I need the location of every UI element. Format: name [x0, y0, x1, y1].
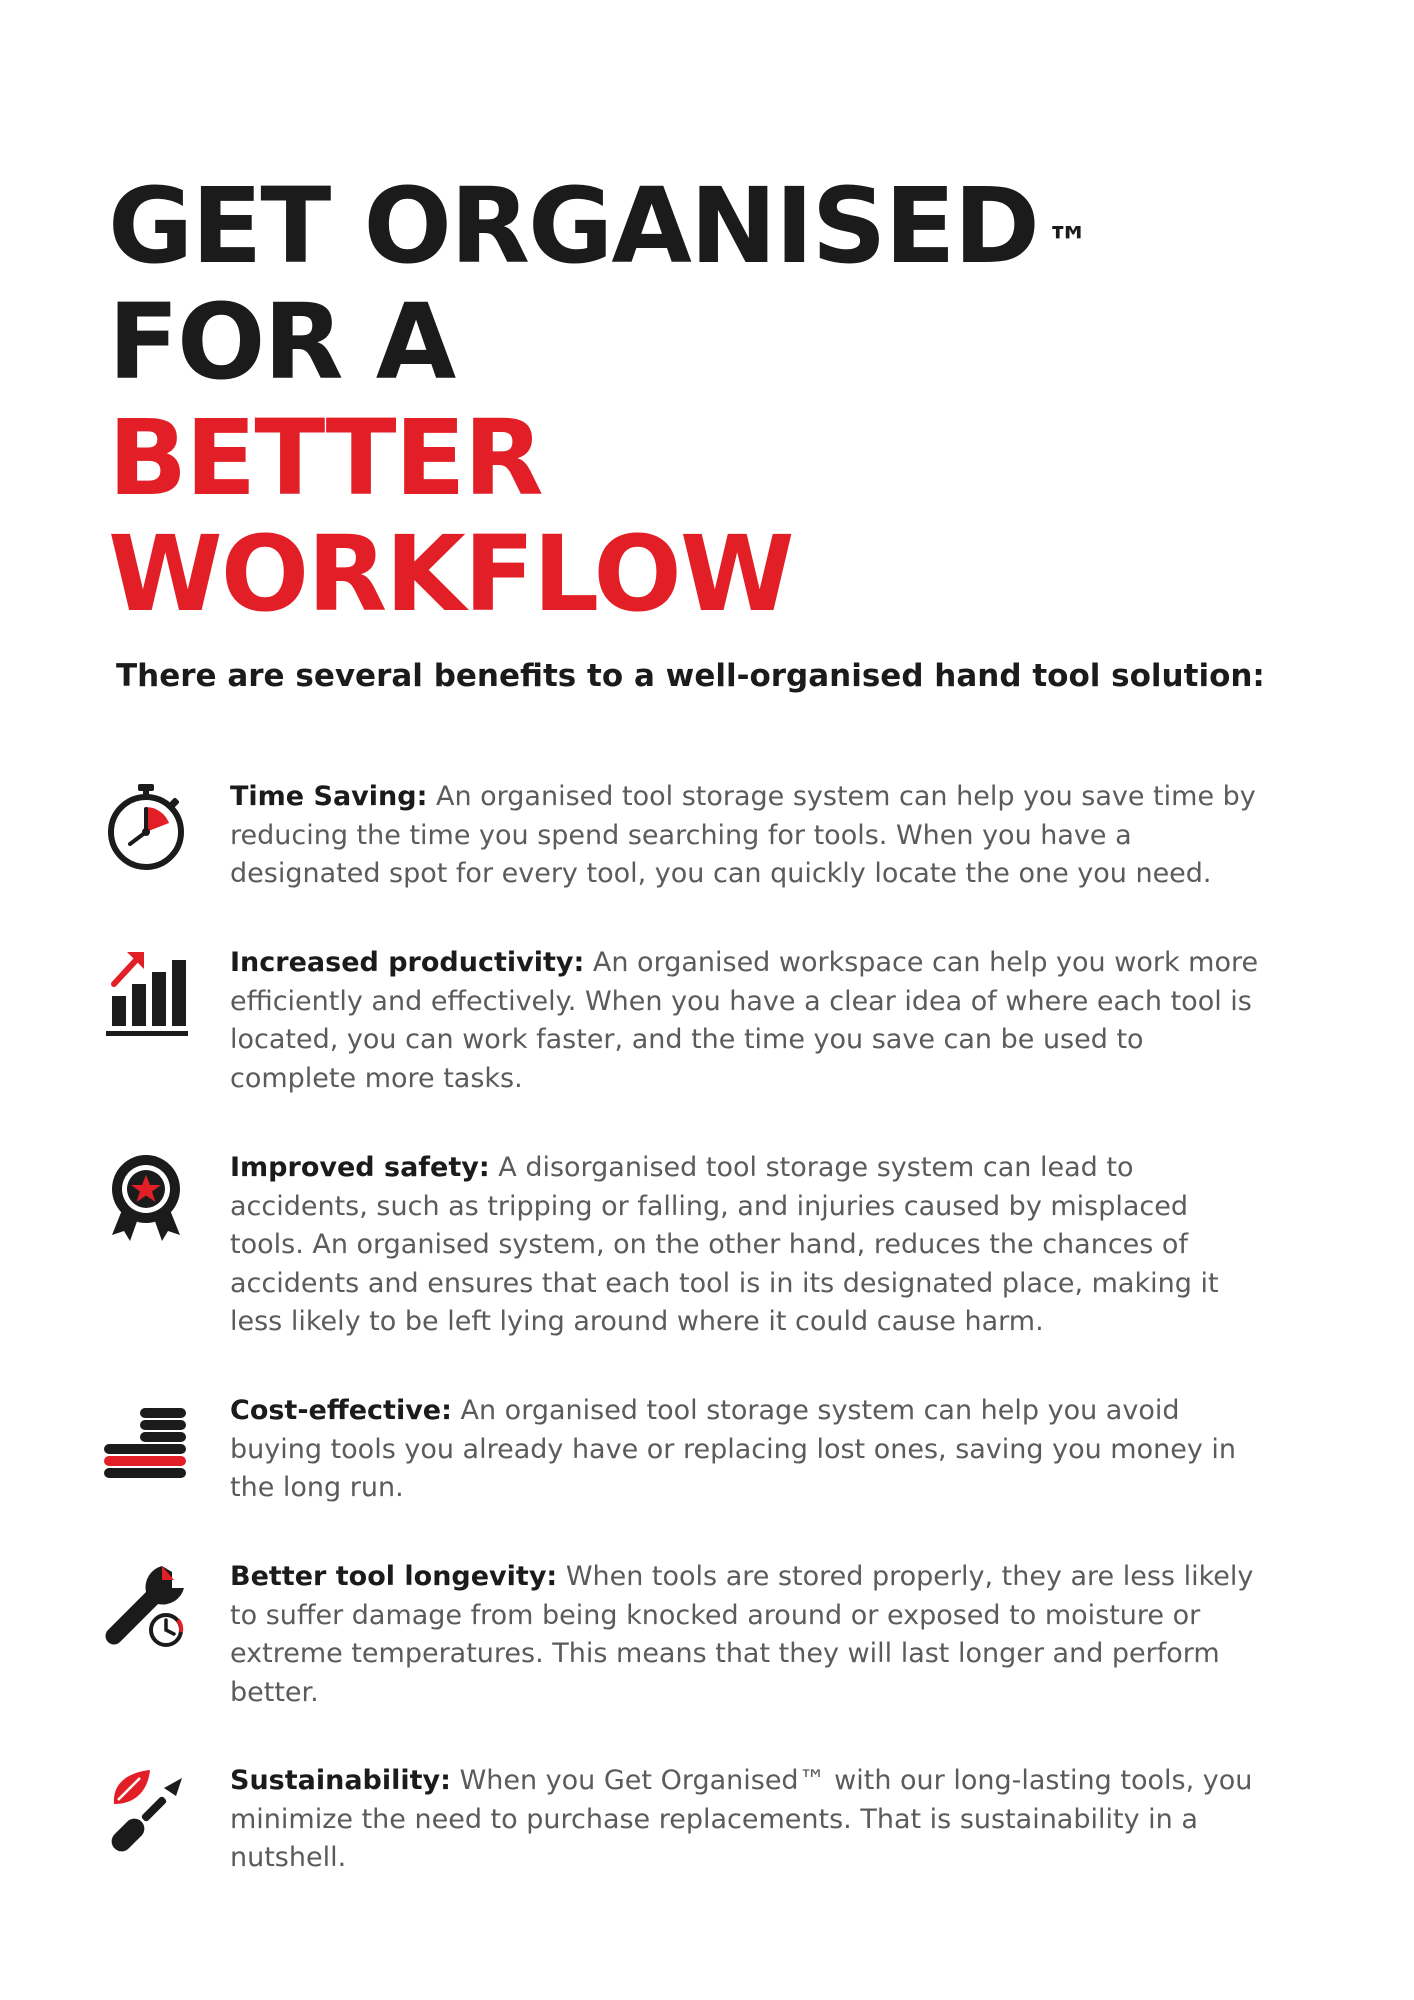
benefit-description: A disorganised tool storage system can lead to accidents, such as tripping or falling, and injuries caused by misplaced tools. An organised system, on the other hand, reduces the chances of accidents and ensures that each tool is in its designated place, making it less likely to be left lying around where it could cause harm.	[230, 1152, 1219, 1337]
benefit-description: An organised workspace can help you work more efficiently and effectively. When you have a clear idea of where each tool is located, you can work faster, and the time you save can be used to complete more tasks.	[230, 947, 1259, 1094]
benefit-description: When you Get Organised™ with our long-lasting tools, you minimize the need to purchase replacements. That is sustainability in a nutshell.	[230, 1765, 1253, 1873]
benefit-text	[230, 944, 1270, 1098]
stopwatch-icon	[100, 780, 192, 872]
benefit-title: Improved safety:	[230, 1152, 490, 1183]
coin-stack-icon	[100, 1394, 192, 1486]
benefit-title: Time Saving:	[230, 781, 428, 812]
benefit-text	[230, 1149, 1270, 1342]
bar-chart-icon	[100, 946, 192, 1038]
headline	[108, 165, 1090, 635]
benefit-text	[230, 778, 1270, 894]
benefit-text	[230, 1762, 1270, 1878]
headline-line-1-text: GET ORGANISED	[108, 165, 1038, 287]
benefit-title: Cost-effective:	[230, 1395, 452, 1426]
trademark-symbol: ™	[1045, 218, 1090, 269]
leaf-screwdriver-icon	[100, 1764, 192, 1856]
benefit-description: An organised tool storage system can help you save time by reducing the time you spend searching for tools. When you have a designated spot for every tool, you can quickly locate the one you need.	[230, 781, 1256, 889]
benefit-title: Sustainability:	[230, 1765, 451, 1796]
benefit-description: An organised tool storage system can help you avoid buying tools you already have or replacing lost ones, saving you money in the long run.	[230, 1395, 1237, 1503]
benefit-description: When tools are stored properly, they are less likely to suffer damage from being knocked around or exposed to moisture or extreme temperatures. This means that they will last longer and perform better.	[230, 1561, 1254, 1708]
intro-text: There are several benefits to a well-organised hand tool solution:	[116, 658, 1265, 694]
award-badge-icon	[100, 1151, 192, 1243]
benefit-text	[230, 1392, 1270, 1508]
wrench-clock-icon	[100, 1560, 192, 1652]
headline-line-1	[108, 165, 1090, 287]
benefit-text	[230, 1558, 1270, 1712]
headline-line-2: FOR A	[108, 281, 455, 403]
benefit-title: Increased productivity:	[230, 947, 585, 978]
headline-line-3: BETTER	[108, 397, 542, 519]
benefit-title: Better tool longevity:	[230, 1561, 558, 1592]
headline-line-4: WORKFLOW	[108, 513, 793, 635]
